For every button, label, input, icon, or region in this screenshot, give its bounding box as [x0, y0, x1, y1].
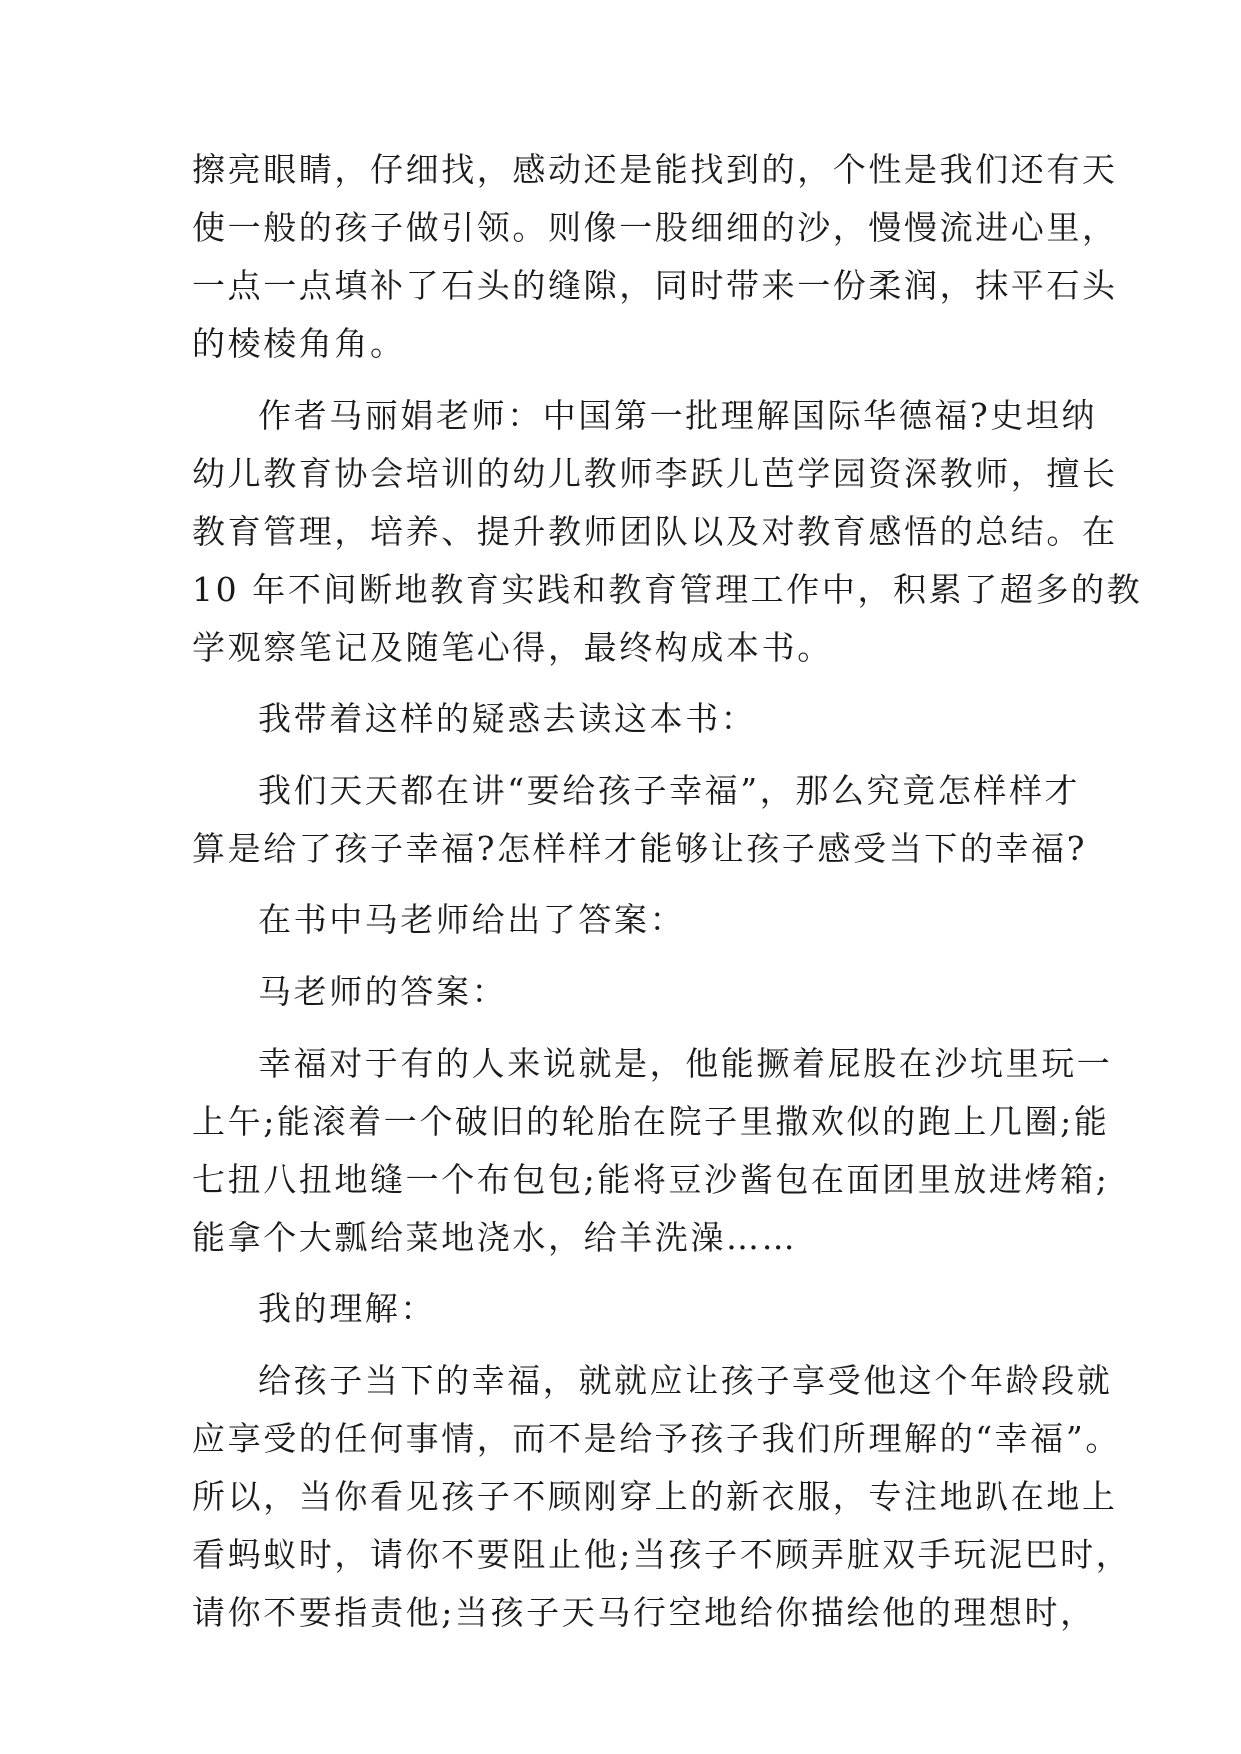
paragraph-first-line: 给孩子当下的幸福，就就应让孩子享受他这个年龄段就 — [258, 1361, 1113, 1400]
text-line: 能拿个大瓢给菜地浇水，给羊洗澡…… — [192, 1218, 798, 1257]
paragraph-first-line: 幸福对于有的人来说就是，他能撅着屁股在沙坑里玩一 — [258, 1044, 1113, 1083]
text-line: 学观察笔记及随笔心得，最终构成本书。 — [192, 628, 833, 667]
paragraph-first-line: 马老师的答案： — [258, 972, 508, 1011]
text-line: 看蚂蚁时，请你不要阻止他;当孩子不顾弄脏双手玩泥巴时， — [192, 1535, 1132, 1574]
paragraph-first-line: 作者马丽娟老师：中国第一批理解国际华德福?史坦纳 — [258, 396, 1098, 435]
text-line: 的棱棱角角。 — [192, 324, 406, 363]
paragraph-first-line: 我的理解： — [258, 1289, 436, 1328]
text-line: 请你不要指责他;当孩子天马行空地给你描绘他的理想时， — [192, 1593, 1096, 1632]
text-line: 算是给了孩子幸福?怎样样才能够让孩子感受当下的幸福? — [192, 829, 1087, 868]
text-line: 应享受的任何事情，而不是给予孩子我们所理解的“幸福”。 — [192, 1419, 1121, 1458]
paragraph-first-line: 我们天天都在讲“要给孩子幸福”，那么究竟怎样样才 — [258, 771, 1081, 810]
text-line: 一点一点填补了石头的缝隙，同时带来一份柔润，抹平石头 — [192, 266, 1118, 305]
text-line: 10 年不间断地教育实践和教育管理工作中，积累了超多的教 — [192, 570, 1143, 609]
text-line: 七扭八扭地缝一个布包包;能将豆沙酱包在面团里放进烤箱; — [192, 1160, 1110, 1199]
paragraph-first-line: 我带着这样的疑惑去读这本书： — [258, 699, 757, 738]
text-line: 上午;能滚着一个破旧的轮胎在院子里撒欢似的跑上几圈;能 — [192, 1102, 1110, 1141]
text-line: 擦亮眼睛，仔细找，感动还是能找到的，个性是我们还有天 — [192, 150, 1118, 189]
text-line: 所以，当你看见孩子不顾刚穿上的新衣服，专注地趴在地上 — [192, 1477, 1118, 1516]
text-line: 教育管理，培养、提升教师团队以及对教育感悟的总结。在 — [192, 512, 1118, 551]
text-line: 使一般的孩子做引领。则像一股细细的沙，慢慢流进心里， — [192, 208, 1118, 247]
text-line: 幼儿教育协会培训的幼儿教师李跃儿芭学园资深教师，擅长 — [192, 454, 1118, 493]
paragraph-first-line: 在书中马老师给出了答案： — [258, 900, 686, 939]
